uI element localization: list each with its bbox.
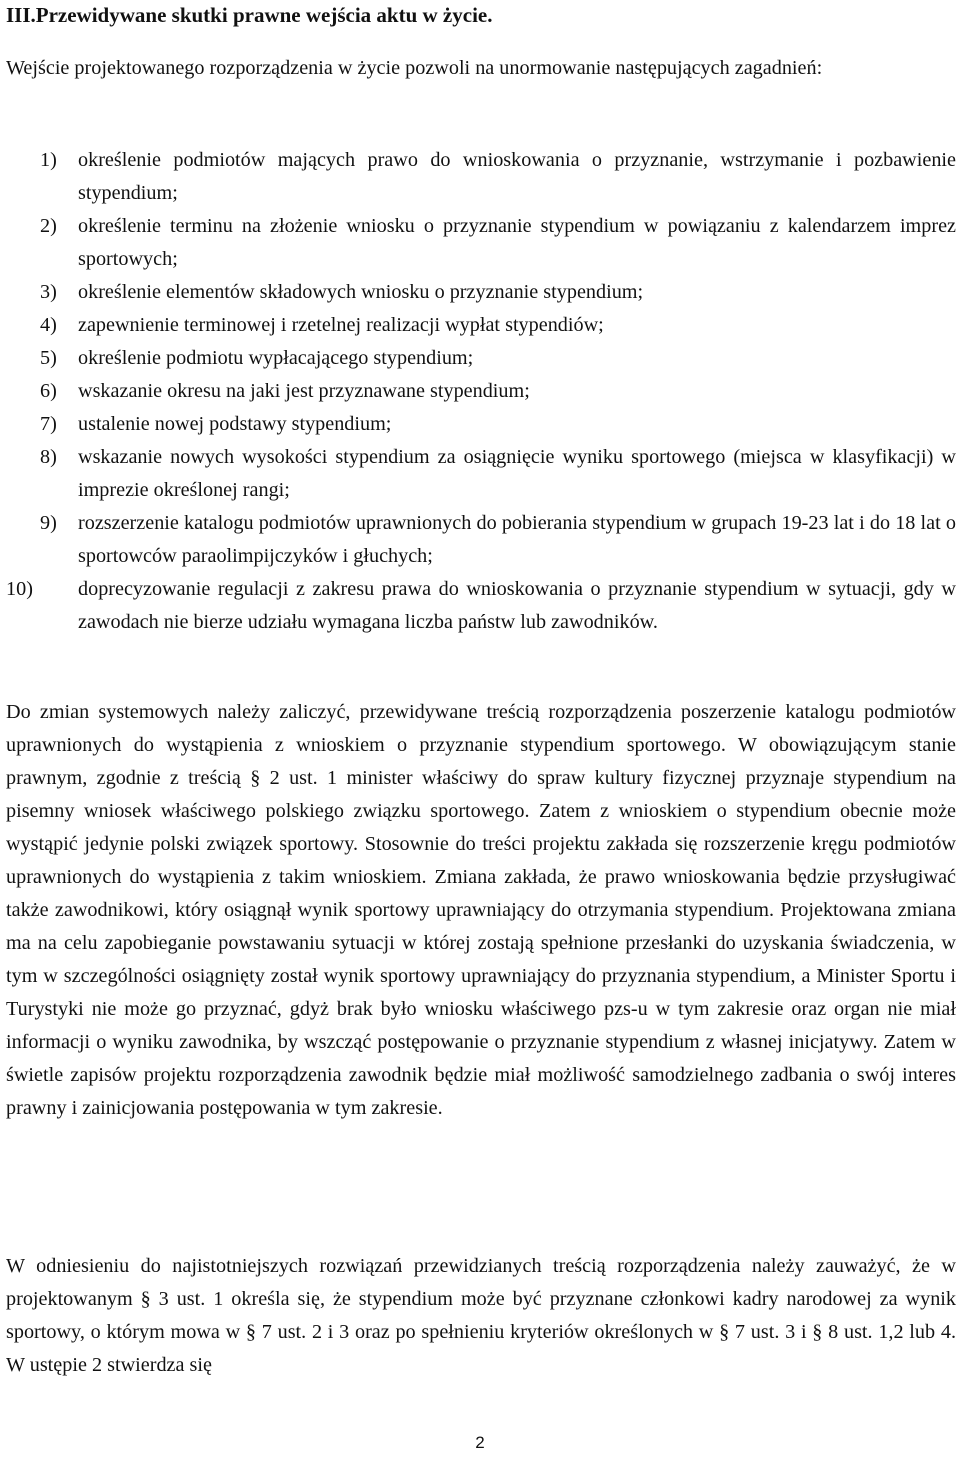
list-item-number: 6) xyxy=(40,380,57,402)
list-item xyxy=(0,375,956,408)
list-item xyxy=(0,573,956,639)
list-item xyxy=(0,144,956,210)
list-item-number: 1) xyxy=(40,149,57,171)
list-item-text: określenie podmiotu wypłacającego stypendium; xyxy=(78,347,474,369)
list-item-text: doprecyzowanie regulacji z zakresu prawa do wnioskowania o przyznanie stypendium w sytuacji, gdy w zawodach nie bierze udziału wymagana liczba państw lub zawodników. xyxy=(78,578,956,633)
page-number: 2 xyxy=(475,1433,485,1452)
list-item-text: określenie podmiotów mających prawo do wnioskowania o przyznanie, wstrzymanie i pozbawienie stypendium; xyxy=(78,149,956,204)
list-item-number: 7) xyxy=(40,413,57,435)
list-item-text: zapewnienie terminowej i rzetelnej realizacji wypłat stypendiów; xyxy=(78,314,604,336)
list-item-number: 10) xyxy=(6,578,33,600)
list-item-text: ustalenie nowej podstawy stypendium; xyxy=(78,413,392,435)
list-item xyxy=(0,408,956,441)
list-item-text: określenie elementów składowych wniosku o przyznanie stypendium; xyxy=(78,281,644,303)
list-item-number: 8) xyxy=(40,446,57,468)
list-item xyxy=(0,276,956,309)
list-item-text: wskazanie okresu na jaki jest przyznawane stypendium; xyxy=(78,380,530,402)
list-item-text: wskazanie nowych wysokości stypendium za osiągnięcie wyniku sportowego (miejsca w klasyfikacji) w imprezie określonej rangi; xyxy=(78,446,956,501)
intro-paragraph: Wejście projektowanego rozporządzenia w życie pozwoli na unormowanie następujących zagadnień: xyxy=(6,57,823,79)
list-item xyxy=(0,441,956,507)
list-item xyxy=(0,342,956,375)
list-item-text: określenie terminu na złożenie wniosku o przyznanie stypendium w powiązaniu z kalendarzem imprez sportowych; xyxy=(78,215,956,270)
list-item xyxy=(0,309,956,342)
list-item-number: 4) xyxy=(40,314,57,336)
list-item xyxy=(0,210,956,276)
list-item-text: rozszerzenie katalogu podmiotów uprawnionych do pobierania stypendium w grupach 19-23 lat i do 18 lat o sportowców paraolimpijczyków i głuchych; xyxy=(78,512,956,567)
body-paragraph-1: Do zmian systemowych należy zaliczyć, przewidywane treścią rozporządzenia poszerzenie katalogu podmiotów uprawnionych do wystąpienia z wnioskiem o przyznanie stypendium sportowego. W obowiązującym stanie prawnym, zgodnie z treścią § 2 ust. 1 minister właściwy do spraw kultury fizycznej przyznaje stypendium na pisemny wniosek właściwego polskiego związku sportowego. Zatem z wnioskiem o stypendium obecnie może wystąpić jedynie polski związek sportowy. Stosownie do treści projektu zakłada się rozszerzenie kręgu podmiotów uprawnionych do wystąpienia z takim wnioskiem. Zmiana zakłada, że prawo wnioskowania będzie przysługiwać także zawodnikowi, który osiągnął wynik sportowy uprawniający do otrzymania stypendium. Projektowana zmiana ma na celu zapobieganie powstawaniu sytuacji w której zostają spełnione przesłanki do uzyskania świadczenia, w tym w szczególności osiągnięty został wynik sportowy uprawniający do przyznania stypendium, a Minister Sportu i Turystyki nie może go przyznać, gdyż brak było wniosku właściwego pzs-u w tym zakresie oraz organ nie miał informacji o wyniku zawodnika, by wszcząć postępowanie o przyznanie stypendium z własnej inicjatywy. Zatem w świetle zapisów projektu rozporządzenia zawodnik będzie miał możliwość samodzielnego zadbania o swój interes prawny i zainicjowania postępowania w tym zakresie. xyxy=(6,701,956,1119)
list-item-number: 2) xyxy=(40,215,57,237)
list-item-number: 5) xyxy=(40,347,57,369)
list-item-number: 3) xyxy=(40,281,57,303)
effects-list xyxy=(0,144,960,639)
section-heading: III.Przewidywane skutki prawne wejścia aktu w życie. xyxy=(6,3,493,27)
list-item-number: 9) xyxy=(40,512,57,534)
body-paragraph-2: W odniesieniu do najistotniejszych rozwiązań przewidzianych treścią rozporządzenia należy zauważyć, że w projektowanym § 3 ust. 1 określa się, że stypendium może być przyznane członkowi kadry narodowej za wynik sportowy, o którym mowa w § 7 ust. 2 i 3 oraz po spełnieniu kryteriów określonych w § 7 ust. 3 i § 8 ust. 1,2 lub 4. W ustępie 2 stwierdza się xyxy=(6,1255,956,1376)
list-item xyxy=(0,507,956,573)
